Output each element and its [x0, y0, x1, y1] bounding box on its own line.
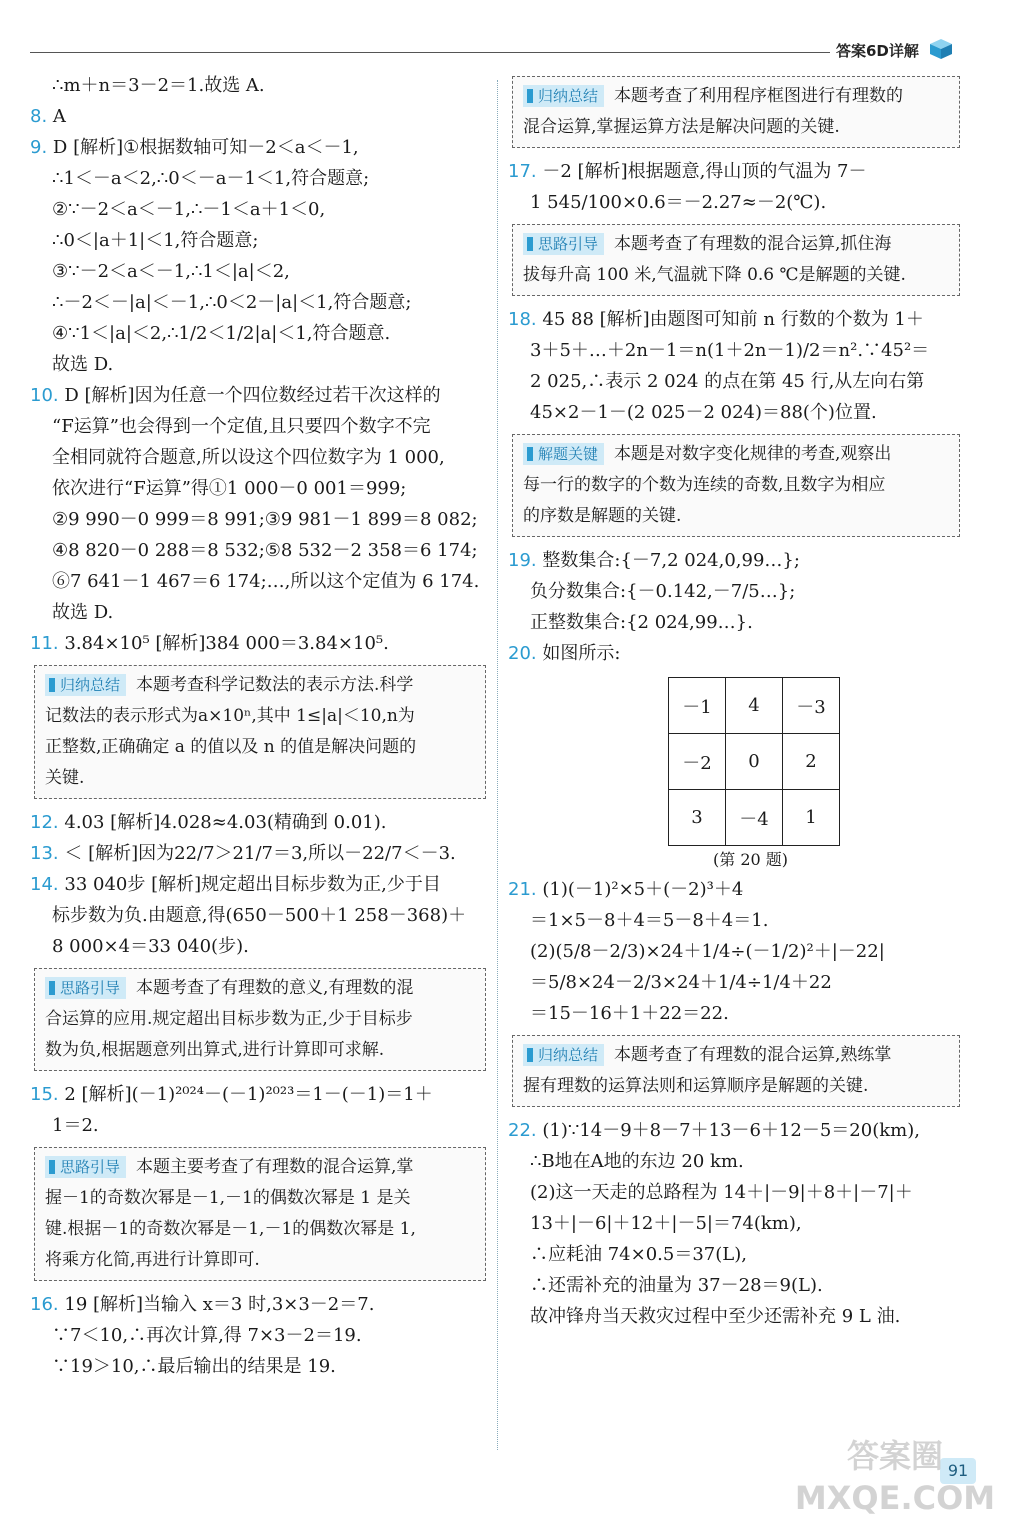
column-divider: [497, 80, 498, 1450]
answer-text: 故冲锋舟当天救灾过程中至少还需补充 9 L 油.: [530, 1306, 901, 1327]
question-number: 8.: [30, 106, 48, 127]
page-number: 91: [940, 1458, 976, 1484]
summary-line: [45, 1004, 475, 1035]
cube-logo-icon: [928, 38, 954, 60]
answer-line: [30, 225, 486, 256]
answer-line: [508, 366, 960, 397]
summary-line: [45, 1214, 475, 1245]
grid-cell: 4: [726, 678, 783, 734]
grid-cell: 1: [783, 790, 840, 846]
answer-item: [30, 807, 486, 838]
answer-line: [30, 504, 486, 535]
watermark-logo: [780, 1435, 1010, 1530]
summary-line: [523, 501, 949, 532]
question-number: 14.: [30, 874, 59, 895]
summary-text: 数为负,根据题意列出算式,进行计算即可求解.: [45, 1040, 385, 1060]
answer-item: [30, 101, 486, 132]
summary-line: [523, 112, 949, 143]
answer-text: ∴0＜|a＋1|＜1,符合题意;: [52, 230, 259, 251]
answer-line: [30, 256, 486, 287]
summary-line: [523, 439, 949, 470]
summary-line: [523, 229, 949, 260]
watermark-line2: MXQE.COM: [794, 1479, 996, 1517]
summary-text: 关键.: [45, 768, 85, 788]
answer-text: ④8 820－0 288＝8 532;⑤8 532－2 358＝6 174;: [52, 540, 478, 561]
answer-text: ＝1×5－8＋4＝5－8＋4＝1.: [530, 910, 769, 931]
answer-line: [508, 335, 960, 366]
answer-text: 13＋|－6|＋12＋|－5|＝74(km),: [530, 1213, 802, 1234]
answer-text: 故选 D.: [52, 602, 114, 623]
answer-line: [508, 1301, 960, 1332]
answer-line: [30, 287, 486, 318]
answer-line: [30, 931, 486, 962]
answer-text: D [解析]①根据数轴可知－2＜a＜－1,: [52, 137, 359, 158]
summary-text: 本题考查科学记数法的表示方法.科学: [136, 675, 414, 695]
summary-text: 混合运算,掌握运算方法是解决问题的关键.: [523, 117, 840, 137]
answer-line: [508, 607, 960, 638]
summary-line: [523, 1040, 949, 1071]
question-number: 17.: [508, 161, 537, 182]
summary-line: [45, 1245, 475, 1276]
answer-text: (2)这一天走的总路程为 14＋|－9|＋8＋|－7|＋: [530, 1182, 913, 1203]
answer-text: 33 040步 [解析]规定超出目标步数为正,少于目: [64, 874, 441, 895]
question-number: 9.: [30, 137, 48, 158]
grid-cell: －3: [783, 678, 840, 734]
answer-text: 45 88 [解析]由题图可知前 n 行数的个数为 1＋: [542, 309, 924, 330]
summary-text: 合运算的应用.规定超出目标步数为正,少于目标步: [45, 1009, 413, 1029]
summary-text: 本题考查了有理数的意义,有理数的混: [136, 978, 414, 998]
summary-tag: 解题关键: [523, 443, 604, 465]
summary-box: [34, 1147, 486, 1281]
answer-item: [508, 545, 960, 576]
answer-text: 正整数集合:{2 024,99…}.: [530, 612, 753, 633]
summary-text: 每一行的数字的个数为连续的奇数,且数字为相应: [523, 475, 886, 495]
answer-text: ∴应耗油 74×0.5＝37(L),: [530, 1244, 747, 1265]
answer-text: (1)(－1)²×5＋(－2)³＋4: [542, 879, 744, 900]
answer-text: ＜ [解析]因为22/7＞21/7＝3,所以－22/7＜－3.: [64, 843, 456, 864]
answer-line: [30, 535, 486, 566]
answer-item: [508, 874, 960, 905]
summary-tag: 思路引导: [45, 977, 126, 999]
summary-text: 正整数,正确确定 a 的值以及 n 的值是解决问题的: [45, 737, 417, 757]
answer-item: [30, 869, 486, 900]
answer-text: 4.03 [解析]4.028≈4.03(精确到 0.01).: [64, 812, 387, 833]
answer-item: [508, 156, 960, 187]
answer-text: 整数集合:{－7,2 024,0,99…};: [542, 550, 800, 571]
answer-text: 负分数集合:{－0.142,－7/5…};: [530, 581, 796, 602]
answer-text: 8 000×4＝33 040(步).: [52, 936, 249, 957]
answer-text: －2 [解析]根据题意,得山顶的气温为 7－: [542, 161, 867, 182]
summary-line: [523, 1071, 949, 1102]
summary-line: [523, 470, 949, 501]
answer-line: [508, 998, 960, 1029]
answer-line: [508, 397, 960, 428]
answer-line: [30, 1320, 486, 1351]
summary-box: [512, 224, 960, 296]
summary-line: [45, 1152, 475, 1183]
grid-cell: －2: [669, 734, 726, 790]
question-number: 10.: [30, 385, 59, 406]
answer-text: 依次进行“F运算”得①1 000－0 001＝999;: [52, 478, 407, 499]
answer-text: (2)(5/8－2/3)×24＋1/4÷(－1/2)²＋|－22|: [530, 941, 885, 962]
question-number: 22.: [508, 1120, 537, 1141]
summary-line: [523, 81, 949, 112]
grid-cell: 3: [669, 790, 726, 846]
answer-line: [508, 936, 960, 967]
answer-line: [508, 1177, 960, 1208]
answer-text: 19 [解析]当输入 x＝3 时,3×3－2＝7.: [64, 1294, 375, 1315]
summary-line: [45, 1035, 475, 1066]
grid-cell: 0: [726, 734, 783, 790]
answer-text: ∴－2＜－|a|＜－1,∴0＜2－|a|＜1,符合题意;: [52, 292, 412, 313]
summary-text: 的序数是解题的关键.: [523, 506, 682, 526]
answer-text: ⑥7 641－1 467＝6 174;…,所以这个定值为 6 174.: [52, 571, 480, 592]
answer-line: [30, 411, 486, 442]
answer-text: ②∵－2＜a＜－1,∴－1＜a＋1＜0,: [52, 199, 326, 220]
header-rule: [30, 52, 830, 53]
answer-text: ④∵1＜|a|＜2,∴1/2＜1/2|a|＜1,符合题意.: [52, 323, 391, 344]
answer-text: ＝15－16＋1＋22＝22.: [530, 1003, 729, 1024]
answer-text: 1 545/100×0.6＝－2.27≈－2(℃).: [530, 192, 827, 213]
answer-text: 45×2－1－(2 025－2 024)＝88(个)位置.: [530, 402, 877, 423]
answer-text: 标步数为负.由题意,得(650－500＋1 258－368)＋: [52, 905, 467, 926]
answer-line: [30, 566, 486, 597]
answer-item: [508, 1115, 960, 1146]
answer-text: 全相同就符合题意,所以设这个四位数字为 1 000,: [52, 447, 445, 468]
question-number: 18.: [508, 309, 537, 330]
answer-line: [508, 1270, 960, 1301]
answer-line: [508, 187, 960, 218]
answer-line: [30, 70, 486, 101]
answer-text: D [解析]因为任意一个四位数经过若干次这样的: [64, 385, 441, 406]
answer-text: 1＝2.: [52, 1115, 99, 1136]
answer-line: [508, 967, 960, 998]
question-number: 19.: [508, 550, 537, 571]
answer-item: [30, 1079, 486, 1110]
summary-line: [45, 1183, 475, 1214]
answer-item: [30, 1289, 486, 1320]
answer-line: [30, 318, 486, 349]
summary-tag: 归纳总结: [523, 1044, 604, 1066]
summary-text: 将乘方化简,再进行计算即可.: [45, 1250, 260, 1270]
answer-text: 3＋5＋…＋2n－1＝n(1＋2n－1)/2＝n².∵45²＝: [530, 340, 930, 361]
summary-line: [45, 732, 475, 763]
answer-line: [30, 900, 486, 931]
answer-item: [30, 628, 486, 659]
summary-text: 本题考查了有理数的混合运算,熟练掌: [614, 1045, 892, 1065]
grid-cell: －4: [726, 790, 783, 846]
summary-line: [45, 701, 475, 732]
grid-caption: (第 20 题): [713, 850, 789, 869]
answer-text: ②9 990－0 999＝8 991;③9 981－1 899＝8 082;: [52, 509, 478, 530]
answer-text: (1)∵14－9＋8－7＋13－6＋12－5＝20(km),: [542, 1120, 920, 1141]
left-column: [30, 70, 486, 1382]
answer-line: [30, 1351, 486, 1382]
answer-text: 2 025,∴表示 2 024 的点在第 45 行,从左向右第: [530, 371, 925, 392]
answer-line: [30, 163, 486, 194]
watermark-line1: 答案圈: [846, 1437, 943, 1475]
answer-text: “F运算”也会得到一个定值,且只要四个数字不完: [52, 416, 431, 437]
summary-line: [45, 973, 475, 1004]
summary-text: 键.根据－1的奇数次幂是－1,－1的偶数次幂是 1,: [45, 1219, 416, 1239]
summary-box: [34, 968, 486, 1071]
summary-text: 记数法的表示形式为a×10ⁿ,其中 1≤|a|＜10,n为: [45, 706, 415, 726]
answer-line: [30, 442, 486, 473]
answer-line: [508, 905, 960, 936]
answer-text: 3.84×10⁵ [解析]384 000＝3.84×10⁵.: [64, 633, 389, 654]
summary-text: 本题考查了利用程序框图进行有理数的: [614, 86, 904, 106]
answer-item: [508, 304, 960, 335]
question-number: 16.: [30, 1294, 59, 1315]
summary-tag: 归纳总结: [45, 674, 126, 696]
summary-tag: 思路引导: [45, 1156, 126, 1178]
question-number: 13.: [30, 843, 59, 864]
question-number: 21.: [508, 879, 537, 900]
answer-line: [30, 597, 486, 628]
summary-tag: 思路引导: [523, 233, 604, 255]
answer-line: [508, 1208, 960, 1239]
header-title: 答案6D详解: [836, 42, 919, 60]
right-column: [508, 70, 960, 1332]
summary-text: 本题主要考查了有理数的混合运算,掌: [136, 1157, 414, 1177]
answer-text: 如图所示:: [542, 643, 621, 664]
summary-box: [512, 434, 960, 537]
answer-line: [30, 349, 486, 380]
number-grid: [668, 677, 840, 846]
answer-text: 故选 D.: [52, 354, 114, 375]
answer-text: ∴1＜－a＜2,∴0＜－a－1＜1,符合题意;: [52, 168, 370, 189]
summary-text: 拔每升高 100 米,气温就下降 0.6 ℃是解题的关键.: [523, 265, 906, 285]
summary-line: [523, 260, 949, 291]
answer-text: 2 [解析](－1)²⁰²⁴－(－1)²⁰²³＝1－(－1)＝1＋: [64, 1084, 433, 1105]
summary-line: [45, 763, 475, 794]
summary-tag: 归纳总结: [523, 85, 604, 107]
grid-cell: 2: [783, 734, 840, 790]
answer-text: ∵19＞10,∴最后输出的结果是 19.: [52, 1356, 336, 1377]
answer-line: [30, 473, 486, 504]
answer-text: ∴m＋n＝3－2＝1.故选 A.: [52, 75, 265, 96]
answer-text: ∴还需补充的油量为 37－28＝9(L).: [530, 1275, 823, 1296]
answer-text: ∵7＜10,∴再次计算,得 7×3－2＝19.: [52, 1325, 362, 1346]
question-number: 20.: [508, 643, 537, 664]
answer-text: ③∵－2＜a＜－1,∴1＜|a|＜2,: [52, 261, 290, 282]
answer-line: [508, 1239, 960, 1270]
question-number: 11.: [30, 633, 59, 654]
question-number: 15.: [30, 1084, 59, 1105]
summary-box: [34, 665, 486, 799]
summary-text: 本题考查了有理数的混合运算,抓住海: [614, 234, 892, 254]
answer-line: [508, 576, 960, 607]
question-number: 12.: [30, 812, 59, 833]
answer-line: [30, 1110, 486, 1141]
summary-text: 握－1的奇数次幂是－1,－1的偶数次幂是 1 是关: [45, 1188, 411, 1208]
grid-cell: －1: [669, 678, 726, 734]
summary-box: [512, 1035, 960, 1107]
answer-text: ∴B地在A地的东边 20 km.: [530, 1151, 744, 1172]
answer-item: [30, 132, 486, 163]
answer-item: [30, 380, 486, 411]
answer-text: A: [52, 106, 66, 127]
answer-line: [508, 1146, 960, 1177]
summary-box: [512, 76, 960, 148]
summary-text: 握有理数的运算法则和运算顺序是解题的关键.: [523, 1076, 869, 1096]
answer-item: [508, 638, 960, 669]
answer-line: [30, 194, 486, 225]
answer-text: ＝5/8×24－2/3×24＋1/4÷1/4＋22: [530, 972, 832, 993]
summary-line: [45, 670, 475, 701]
answer-item: [30, 838, 486, 869]
summary-text: 本题是对数字变化规律的考查,观察出: [614, 444, 892, 464]
